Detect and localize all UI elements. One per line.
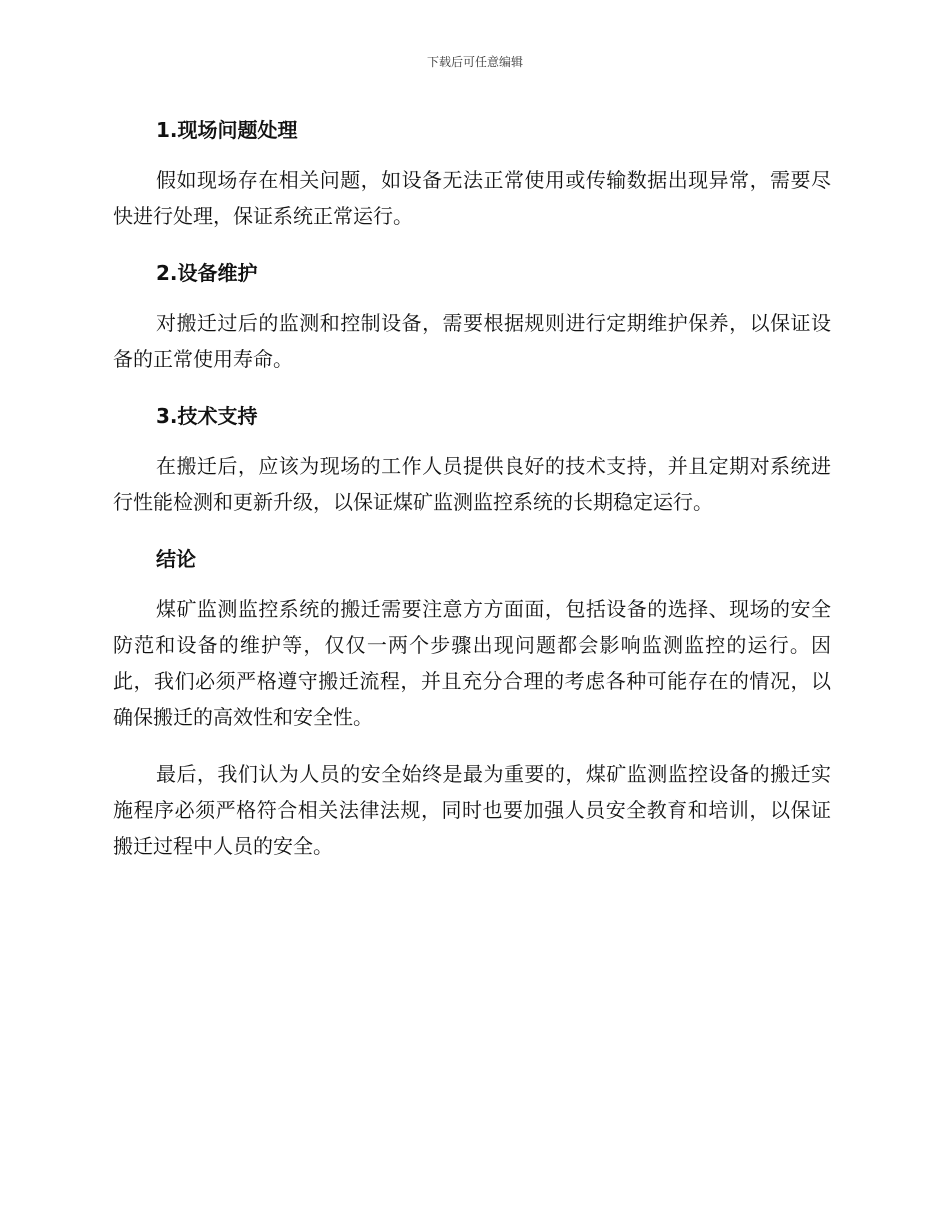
section-paragraph: 对搬迁过后的监测和控制设备，需要根据规则进行定期维护保养，以保证设备的正常使用寿命。: [113, 311, 831, 371]
document-body: [113, 112, 831, 885]
section-heading: 3.技术支持: [156, 404, 258, 428]
section-conclusion: [113, 541, 831, 864]
section-paragraph: 假如现场存在相关问题，如设备无法正常使用或传输数据出现异常，需要尽快进行处理，保证系统正常运行。: [113, 168, 831, 228]
section-paragraph: 在搬迁后，应该为现场的工作人员提供良好的技术支持，并且定期对系统进行性能检测和更新升级，以保证煤矿监测监控系统的长期稳定运行。: [113, 454, 831, 514]
section-heading: 1.现场问题处理: [156, 118, 298, 142]
section-heading: 2.设备维护: [156, 261, 258, 285]
section-paragraph: 最后，我们认为人员的安全始终是最为重要的，煤矿监测监控设备的搬迁实施程序必须严格符合相关法律法规，同时也要加强人员安全教育和培训，以保证搬迁过程中人员的安全。: [113, 762, 831, 858]
page-header: 下载后可任意编辑: [426, 55, 523, 69]
section-equipment-maintenance: [113, 255, 831, 377]
section-heading: 结论: [156, 547, 196, 571]
section-paragraph: 煤矿监测监控系统的搬迁需要注意方方面面，包括设备的选择、现场的安全防范和设备的维护等，仅仅一两个步骤出现问题都会影响监测监控的运行。因此，我们必须严格遵守搬迁流程，并且充分合理的考虑各种可能存在的情况，以确保搬迁的高效性和安全性。: [113, 597, 831, 729]
section-on-site-issues: [113, 112, 831, 234]
section-technical-support: [113, 398, 831, 520]
